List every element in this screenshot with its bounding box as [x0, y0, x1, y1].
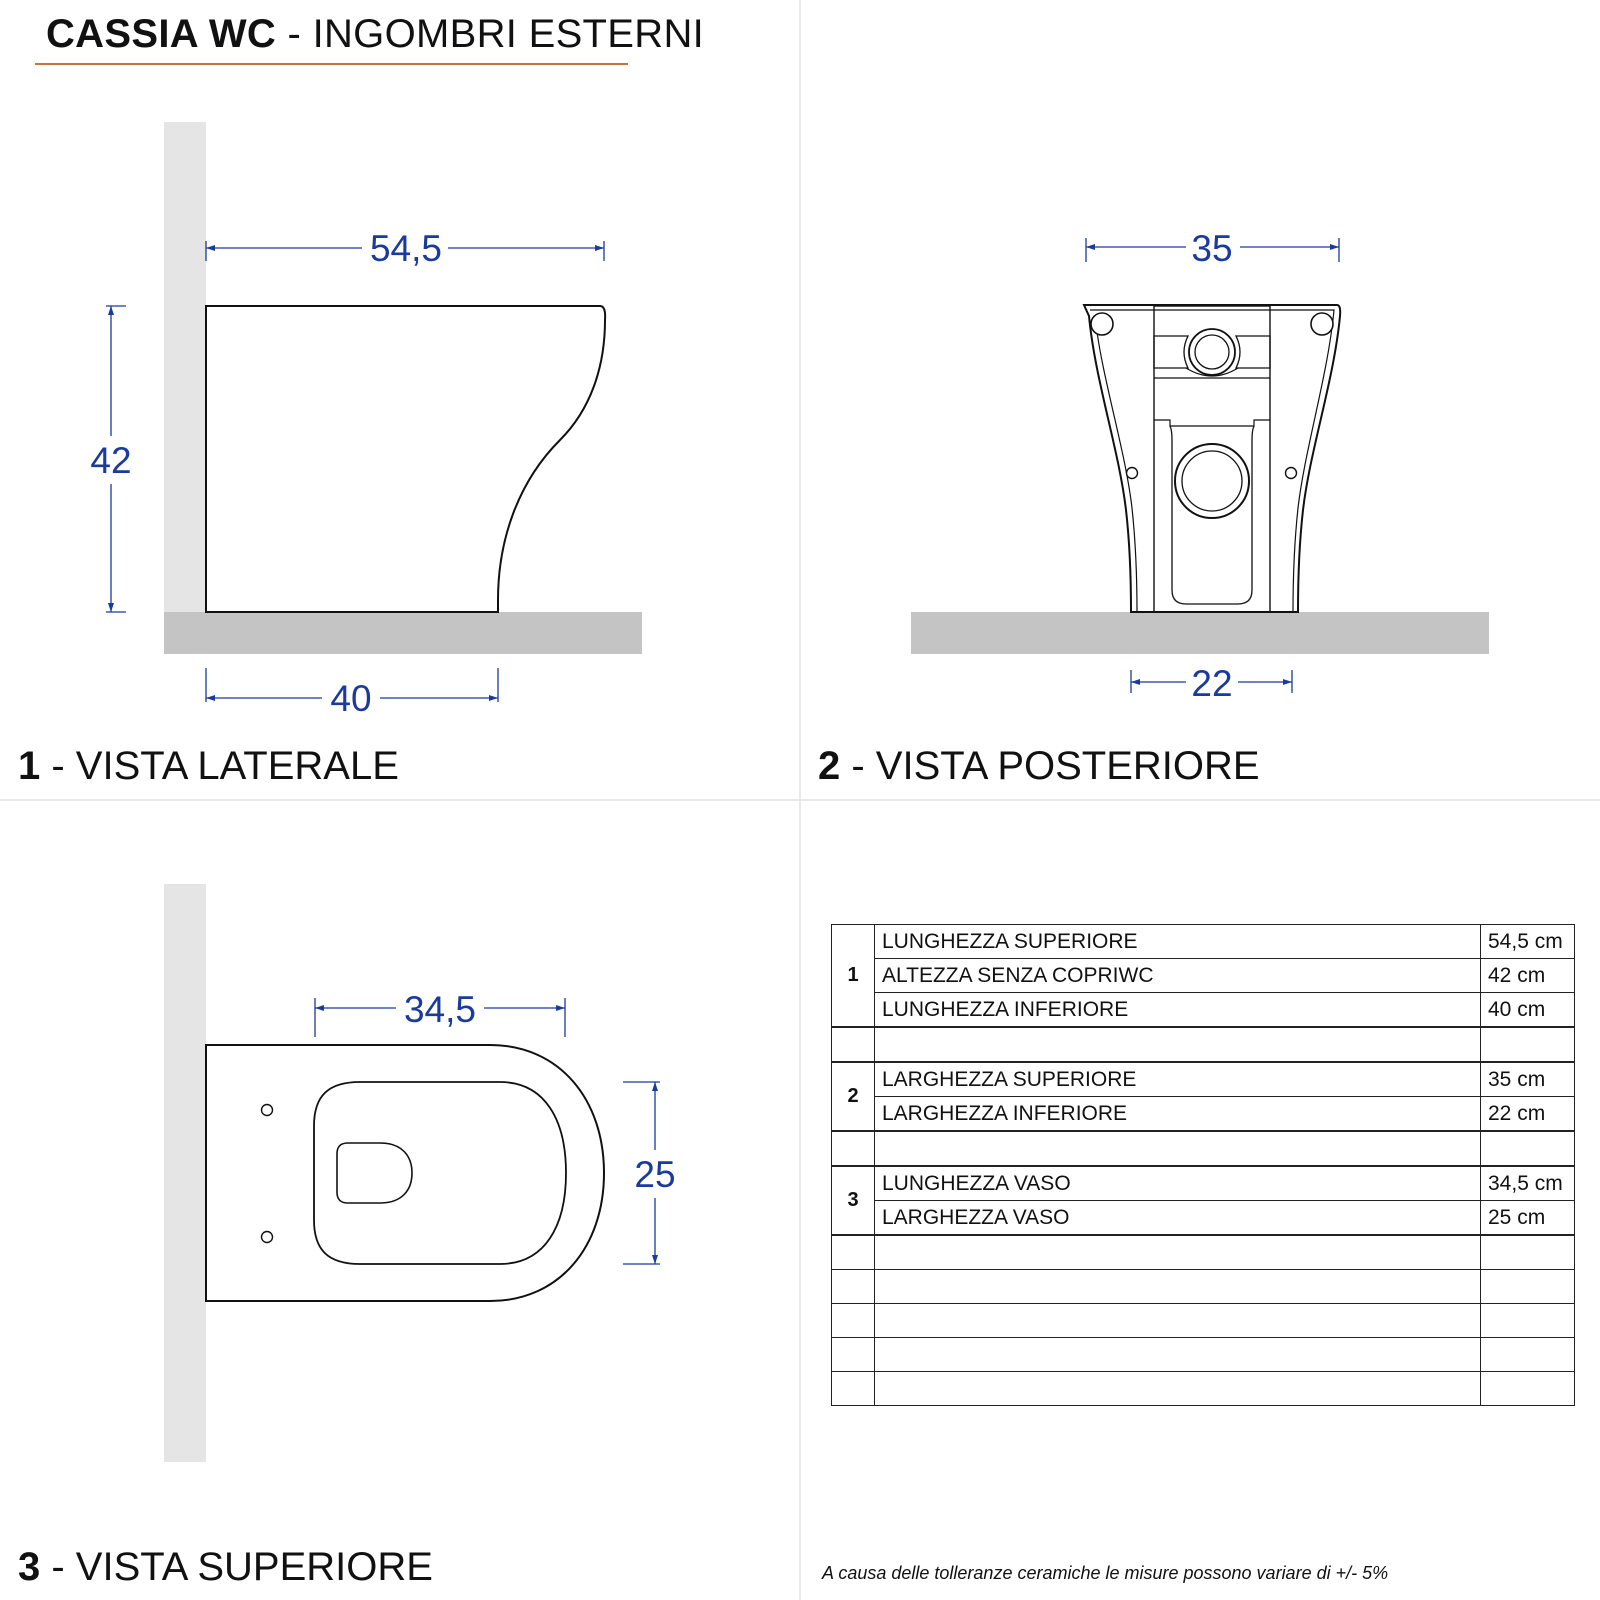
top-length-label: 34,5 [403, 989, 477, 1030]
table-row [832, 1166, 1575, 1201]
side-wall [164, 122, 206, 612]
row-value: 35 cm [1481, 1062, 1575, 1097]
title-subtitle: INGOMBRI ESTERNI [312, 12, 705, 56]
side-top-length-label: 54,5 [369, 228, 443, 269]
side-height-label: 42 [90, 440, 132, 481]
rear-toilet-outline [1084, 305, 1340, 612]
table-row [832, 1201, 1575, 1236]
row-value: 54,5 cm [1481, 925, 1575, 959]
table-row [832, 1062, 1575, 1097]
table-row [832, 993, 1575, 1028]
row-value: 34,5 cm [1481, 1166, 1575, 1201]
rear-top-width-label: 35 [1191, 228, 1233, 269]
view-label-side [18, 744, 399, 789]
rear-floor [911, 612, 1489, 654]
side-toilet-outline [206, 306, 605, 612]
group-id: 3 [832, 1166, 875, 1235]
row-label: LARGHEZZA VASO [875, 1201, 1481, 1236]
title-separator: - [276, 12, 313, 56]
page-title [46, 12, 704, 57]
row-label: LUNGHEZZA VASO [875, 1166, 1481, 1201]
top-width-label: 25 [634, 1154, 676, 1195]
view-number: 2 [818, 744, 841, 788]
tolerance-footnote: A causa delle tolleranze ceramiche le misure possono variare di +/- 5% [822, 1563, 1389, 1583]
view-title: - VISTA SUPERIORE [40, 1545, 433, 1589]
view-title: - VISTA LATERALE [40, 744, 399, 788]
top-wall [164, 884, 206, 1462]
table-row-empty [832, 1235, 1575, 1270]
dimensions-table [831, 924, 1575, 1406]
row-value: 22 cm [1481, 1097, 1575, 1132]
table-row [832, 959, 1575, 993]
table-row-empty [832, 1131, 1575, 1166]
group-id: 1 [832, 925, 875, 1028]
side-view [90, 122, 642, 719]
table-row-empty [832, 1027, 1575, 1062]
row-value: 42 cm [1481, 959, 1575, 993]
table-row-empty [832, 1338, 1575, 1372]
rear-bottom-width-label: 22 [1191, 663, 1233, 704]
view-title: - VISTA POSTERIORE [840, 744, 1260, 788]
rear-view [911, 228, 1489, 704]
top-view [164, 884, 676, 1462]
group-id: 2 [832, 1062, 875, 1131]
side-bottom-length-label: 40 [330, 678, 372, 719]
view-number: 1 [18, 744, 41, 788]
table-row-empty [832, 1304, 1575, 1338]
view-label-top [18, 1545, 433, 1590]
row-label: ALTEZZA SENZA COPRIWC [875, 959, 1481, 993]
row-label: LUNGHEZZA SUPERIORE [875, 925, 1481, 959]
row-label: LARGHEZZA INFERIORE [875, 1097, 1481, 1132]
view-label-rear [818, 744, 1260, 789]
row-value: 40 cm [1481, 993, 1575, 1028]
table-row-empty [832, 1270, 1575, 1304]
table-row [832, 1097, 1575, 1132]
side-floor [164, 612, 642, 654]
row-value: 25 cm [1481, 1201, 1575, 1236]
row-label: LARGHEZZA SUPERIORE [875, 1062, 1481, 1097]
table-row [832, 925, 1575, 959]
title-product: CASSIA WC [46, 12, 277, 56]
top-toilet-outline [206, 1045, 604, 1301]
row-label: LUNGHEZZA INFERIORE [875, 993, 1481, 1028]
view-number: 3 [18, 1545, 41, 1589]
table-row-empty [832, 1372, 1575, 1406]
